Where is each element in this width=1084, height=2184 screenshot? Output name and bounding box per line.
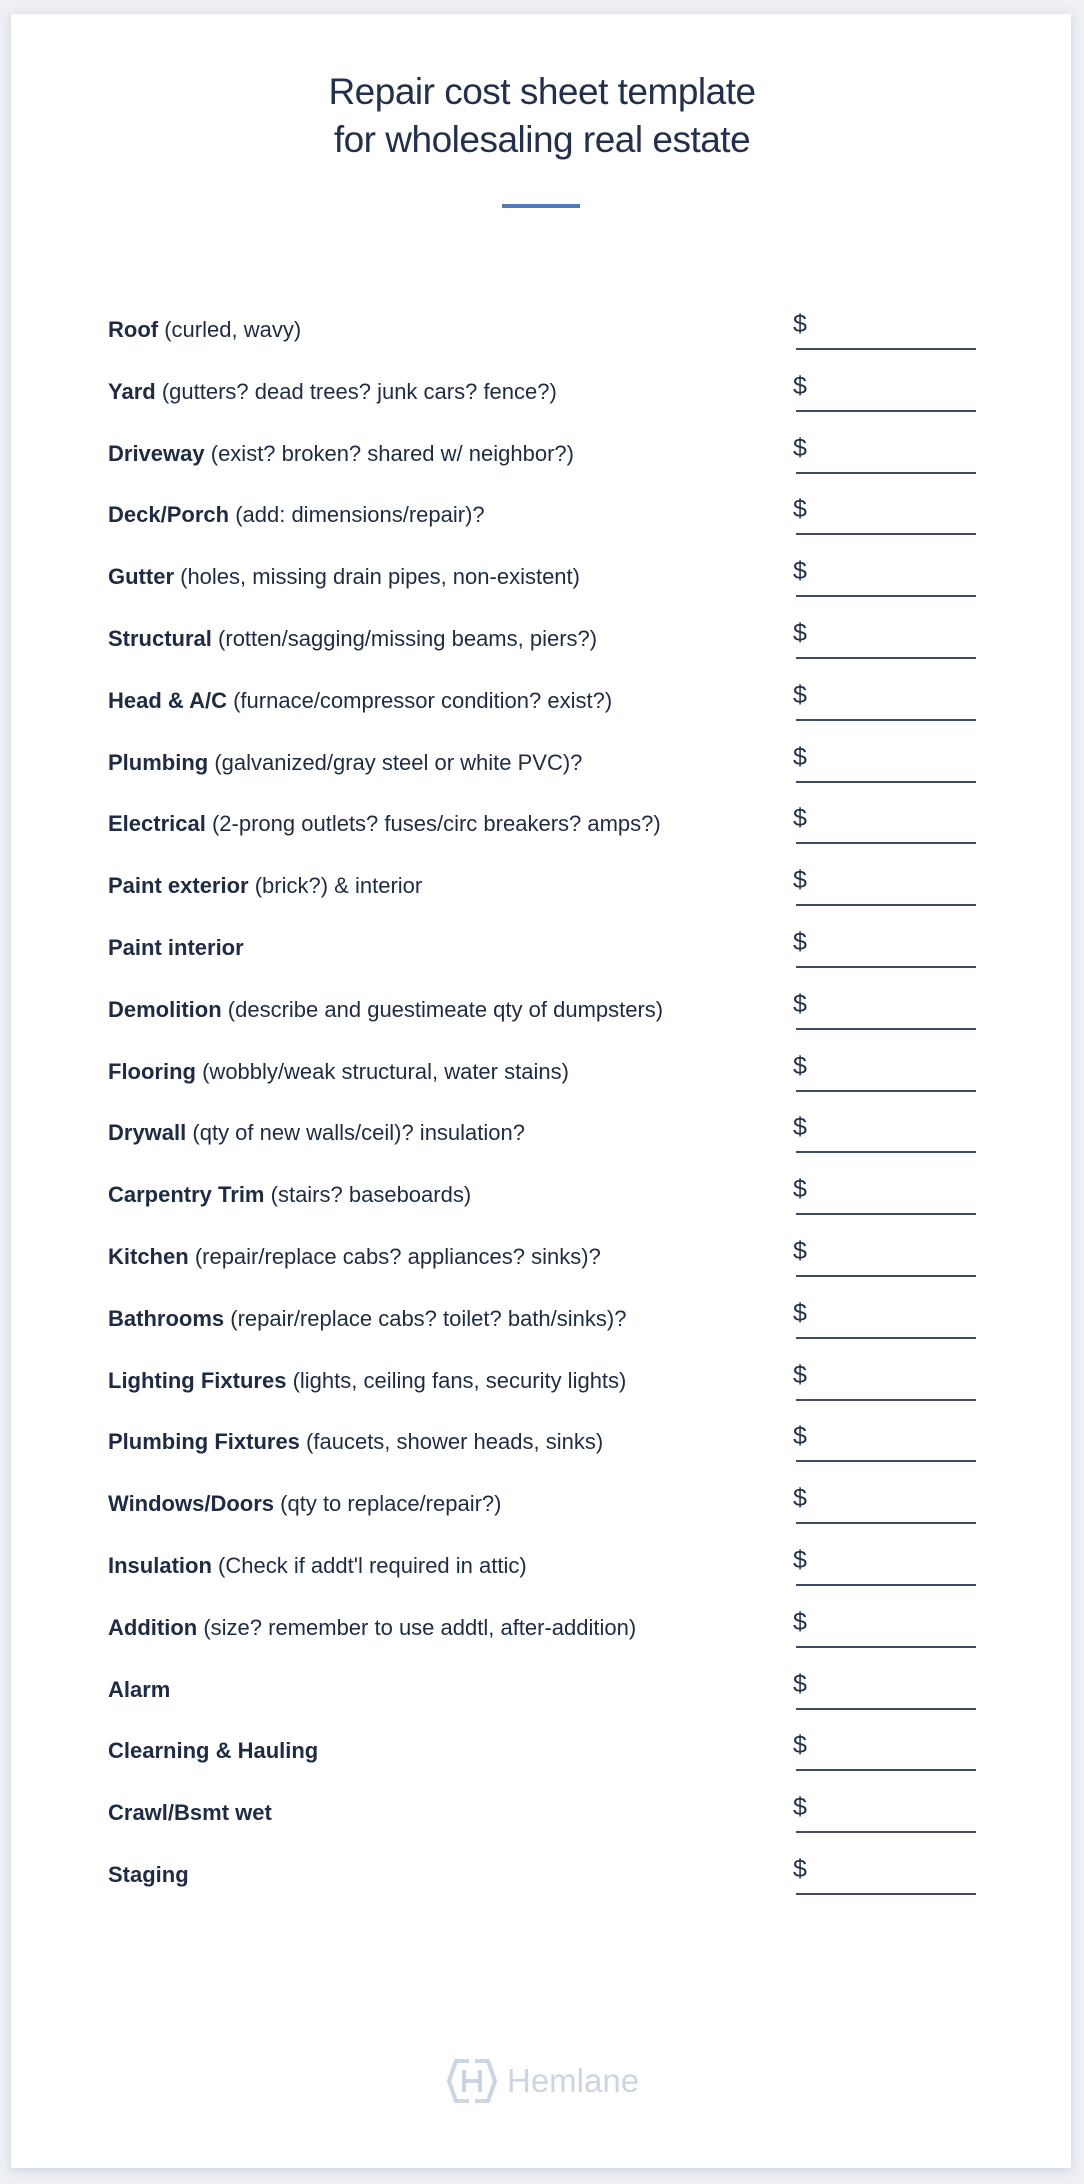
cost-item-row <box>0 1484 1084 1546</box>
item-label <box>108 1367 626 1395</box>
item-name: Clearning & Hauling <box>108 1738 319 1764</box>
item-note: (2-prong outlets? fuses/circ breakers? amps?) <box>211 811 661 837</box>
cost-input-line[interactable] <box>796 1584 976 1586</box>
cost-input-line[interactable] <box>796 1337 976 1339</box>
item-label <box>108 1737 318 1765</box>
dollar-sign: $ <box>793 1422 807 1451</box>
item-label <box>108 1552 527 1580</box>
dollar-sign: $ <box>793 310 807 338</box>
item-label <box>108 749 582 777</box>
item-label <box>108 810 661 838</box>
cost-input-line[interactable] <box>796 1090 976 1092</box>
cost-item-row <box>0 1731 1084 1793</box>
cost-item-row <box>0 557 1084 619</box>
item-note: (stairs? baseboards) <box>270 1182 472 1208</box>
item-note: (curled, wavy) <box>164 317 302 342</box>
dollar-sign: $ <box>793 866 807 895</box>
cost-item-row <box>0 928 1084 990</box>
item-name: Alarm <box>108 1676 171 1702</box>
cost-item-row <box>0 495 1084 557</box>
dollar-sign: $ <box>793 1545 807 1574</box>
dollar-sign: $ <box>793 1113 807 1142</box>
item-label <box>108 1428 603 1456</box>
dollar-sign: $ <box>793 1731 807 1760</box>
item-label <box>108 872 422 900</box>
cost-input-line[interactable] <box>796 1646 976 1648</box>
item-note: (repair/replace cabs? toilet? bath/sinks)? <box>230 1305 627 1331</box>
cost-input-line[interactable] <box>796 1460 976 1462</box>
cost-input-line[interactable] <box>796 1831 976 1833</box>
cost-input-line[interactable] <box>796 1399 976 1401</box>
item-note: (describe and guestimeate qty of dumpsters) <box>227 996 664 1022</box>
item-label <box>108 625 597 653</box>
item-label <box>108 1119 525 1147</box>
item-name: Yard <box>108 378 156 404</box>
cost-item-row <box>0 310 1084 372</box>
dollar-sign: $ <box>793 989 807 1018</box>
cost-item-row <box>0 1608 1084 1670</box>
item-name: Addition <box>108 1614 198 1640</box>
cost-input-line[interactable] <box>796 904 976 906</box>
item-note: (qty to replace/repair?) <box>280 1491 502 1517</box>
dollar-sign: $ <box>793 1607 807 1636</box>
page-title <box>0 68 1084 164</box>
item-label <box>108 316 301 344</box>
item-label <box>108 1861 189 1889</box>
cost-item-row <box>0 990 1084 1052</box>
dollar-sign: $ <box>793 742 807 771</box>
dollar-sign: $ <box>793 433 807 462</box>
cost-item-row <box>0 1793 1084 1855</box>
cost-input-line[interactable] <box>796 410 976 412</box>
item-note: (faucets, shower heads, sinks) <box>306 1429 604 1455</box>
dollar-sign: $ <box>793 371 807 400</box>
item-note: (wobbly/weak structural, water stains) <box>202 1058 569 1084</box>
dollar-sign: $ <box>793 1669 807 1698</box>
item-label <box>108 378 557 406</box>
item-name: Bathrooms <box>108 1305 225 1331</box>
item-name: Paint exterior <box>108 873 249 899</box>
item-label <box>108 501 485 529</box>
item-label <box>108 996 663 1024</box>
cost-input-line[interactable] <box>796 1151 976 1153</box>
item-label <box>108 1490 501 1518</box>
logo-text: Hemlane <box>507 2062 640 2099</box>
dollar-sign: $ <box>793 1175 807 1204</box>
item-note: (qty of new walls/ceil)? insulation? <box>192 1120 525 1146</box>
item-label <box>108 1305 626 1333</box>
item-note: (gutters? dead trees? junk cars? fence?) <box>161 378 557 404</box>
cost-input-line[interactable] <box>796 966 976 968</box>
dollar-sign: $ <box>793 557 807 586</box>
dollar-sign: $ <box>793 927 807 956</box>
item-name: Demolition <box>108 996 222 1022</box>
item-note: (rotten/sagging/missing beams, piers?) <box>218 625 598 651</box>
item-name: Kitchen <box>108 1243 189 1269</box>
cost-item-row <box>0 1175 1084 1237</box>
item-note: (lights, ceiling fans, security lights) <box>292 1367 627 1393</box>
cost-item-row <box>0 743 1084 805</box>
item-name: Drywall <box>108 1120 187 1146</box>
dollar-sign: $ <box>793 1360 807 1389</box>
item-note: (galvanized/gray steel or white PVC)? <box>214 749 583 775</box>
cost-input-line[interactable] <box>796 472 976 474</box>
hemlane-logo <box>447 2058 639 2104</box>
item-name: Paint interior <box>108 934 244 960</box>
item-name: Carpentry Trim <box>108 1182 265 1208</box>
cost-input-line[interactable] <box>796 1028 976 1030</box>
dollar-sign: $ <box>793 1298 807 1327</box>
title-line-2: for wholesaling real estate <box>333 119 751 160</box>
cost-input-line[interactable] <box>796 595 976 597</box>
cost-item-row <box>0 1546 1084 1608</box>
cost-item-row <box>0 1237 1084 1299</box>
item-label <box>108 1614 636 1642</box>
cost-item-row <box>0 681 1084 743</box>
cost-item-row <box>0 1052 1084 1114</box>
title-line-1: Repair cost sheet template <box>328 71 756 112</box>
item-note: (exist? broken? shared w/ neighbor?) <box>210 440 574 466</box>
item-name: Structural <box>108 625 212 651</box>
item-name: Plumbing <box>108 749 209 775</box>
cost-input-line[interactable] <box>796 1275 976 1277</box>
dollar-sign: $ <box>793 680 807 709</box>
item-label <box>108 1058 569 1086</box>
item-note: (holes, missing drain pipes, non-existent) <box>180 564 580 590</box>
dollar-sign: $ <box>793 1051 807 1080</box>
item-name: Driveway <box>108 440 205 466</box>
dollar-sign: $ <box>793 618 807 647</box>
item-name: Windows/Doors <box>108 1491 275 1517</box>
cost-item-row <box>0 804 1084 866</box>
item-label <box>108 1676 170 1704</box>
item-label <box>108 563 580 591</box>
item-name: Crawl/Bsmt wet <box>108 1800 272 1826</box>
item-label <box>108 687 612 715</box>
cost-input-line[interactable] <box>796 781 976 783</box>
cost-input-line[interactable] <box>796 1213 976 1215</box>
cost-item-row <box>0 1855 1084 1917</box>
item-name: Insulation <box>108 1552 212 1578</box>
cost-input-line[interactable] <box>796 1522 976 1524</box>
dollar-sign: $ <box>793 495 807 524</box>
dollar-sign: $ <box>793 1793 807 1822</box>
item-label <box>108 1181 471 1209</box>
item-note: (repair/replace cabs? appliances? sinks)? <box>194 1243 601 1269</box>
item-note: (size? remember to use addtl, after-addition) <box>203 1614 637 1640</box>
cost-item-row <box>0 1422 1084 1484</box>
item-label <box>108 934 244 962</box>
cost-input-line[interactable] <box>796 719 976 721</box>
cost-item-row <box>0 1361 1084 1423</box>
item-name: Deck/Porch <box>108 502 230 528</box>
item-name: Lighting Fixtures <box>108 1367 287 1393</box>
item-name: Staging <box>108 1861 189 1887</box>
cost-item-row <box>0 372 1084 434</box>
cost-item-row <box>0 1670 1084 1732</box>
cost-input-line[interactable] <box>796 657 976 659</box>
item-note: (Check if addt'l required in attic) <box>218 1552 527 1578</box>
cost-item-row <box>0 1299 1084 1361</box>
cost-item-row <box>0 866 1084 928</box>
dollar-sign: $ <box>793 1854 807 1883</box>
item-label <box>108 1799 272 1827</box>
cost-input-line[interactable] <box>796 1708 976 1710</box>
item-label <box>108 440 574 468</box>
item-name: Head & A/C <box>108 687 227 713</box>
dollar-sign: $ <box>793 1484 807 1513</box>
dollar-sign: $ <box>793 804 807 833</box>
cost-input-line[interactable] <box>796 1893 976 1895</box>
item-label <box>108 1243 601 1271</box>
item-note: (furnace/compressor condition? exist?) <box>233 687 613 713</box>
hemlane-hexagon-icon <box>447 2058 497 2104</box>
dollar-sign: $ <box>793 1236 807 1265</box>
item-note: (brick?) & interior <box>254 873 423 899</box>
cost-items-list <box>0 310 1084 1917</box>
item-name: Gutter <box>108 564 174 590</box>
cost-item-row <box>0 1113 1084 1175</box>
item-note: (add: dimensions/repair)? <box>235 502 485 528</box>
cost-input-line[interactable] <box>796 348 976 350</box>
cost-input-line[interactable] <box>796 533 976 535</box>
item-name: Plumbing Fixtures <box>108 1429 300 1455</box>
cost-item-row <box>0 434 1084 496</box>
title-divider <box>502 204 580 208</box>
cost-item-row <box>0 619 1084 681</box>
item-name: Flooring <box>108 1058 196 1084</box>
cost-input-line[interactable] <box>796 842 976 844</box>
item-name: Electrical <box>108 811 206 837</box>
item-name: Roof <box>108 317 159 342</box>
cost-input-line[interactable] <box>796 1769 976 1771</box>
